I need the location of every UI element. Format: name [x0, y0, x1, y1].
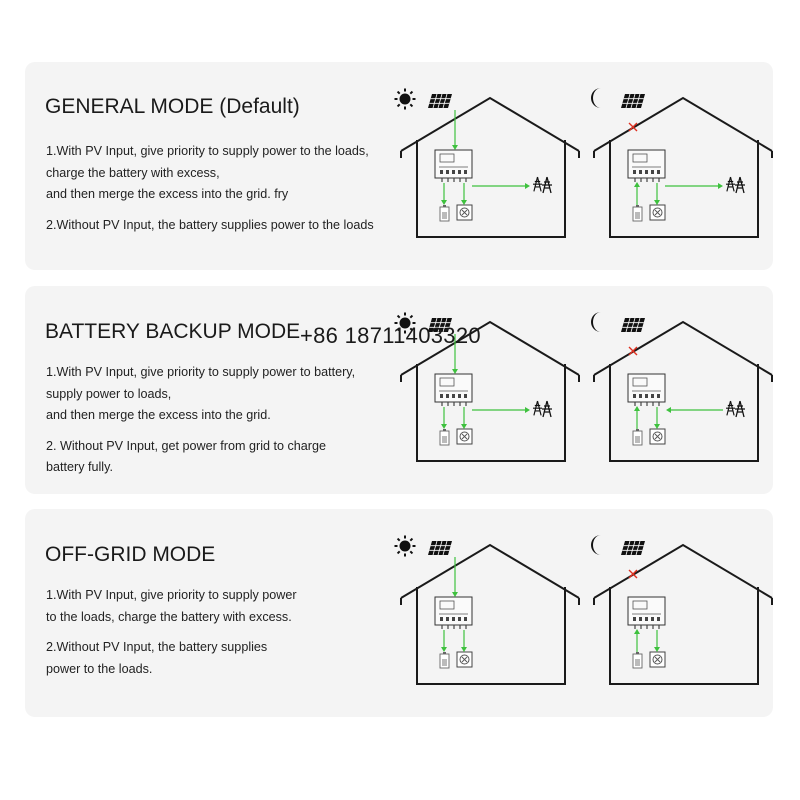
house-roof — [594, 545, 772, 598]
solar-panel-icon — [428, 94, 452, 108]
mode-description — [46, 141, 396, 245]
inverter-icon — [435, 150, 472, 182]
flow-arrowhead — [452, 592, 458, 597]
battery-icon — [633, 652, 642, 668]
mode-title: OFF-GRID MODE — [45, 543, 216, 566]
grid-tower-icon — [735, 177, 745, 193]
moon-icon — [591, 312, 601, 332]
description-line: 2.Without PV Input, the battery supplies power to the loads — [46, 217, 374, 232]
grid-tower-icon — [533, 401, 542, 415]
grid-tower-icon — [726, 401, 735, 415]
grid-towers — [533, 401, 552, 417]
flow-arrowhead — [718, 183, 723, 189]
night-house-diagram — [578, 82, 778, 242]
solar-panel-icon — [621, 94, 645, 108]
battery-icon — [633, 205, 642, 221]
grid-tower-icon — [542, 401, 552, 417]
house-roof — [401, 98, 579, 151]
flow-arrowhead — [441, 647, 447, 652]
flow-arrowhead — [441, 424, 447, 429]
sun-icon — [395, 536, 416, 557]
flow-arrowhead — [525, 407, 530, 413]
grid-towers — [533, 177, 552, 193]
inverter-icon — [628, 374, 665, 406]
battery-icon — [440, 205, 449, 221]
load-icon — [457, 429, 472, 444]
inverter-icon — [628, 150, 665, 182]
flow-arrowhead — [461, 200, 467, 205]
load-icon — [457, 205, 472, 220]
flow-arrowhead — [452, 369, 458, 374]
flow-arrowhead — [654, 647, 660, 652]
mode-description — [46, 362, 396, 488]
flow-arrowhead — [654, 200, 660, 205]
flow-arrowhead — [461, 647, 467, 652]
load-icon — [650, 652, 665, 667]
house-roof — [594, 322, 772, 375]
house-roof — [401, 545, 579, 598]
flow-arrowhead — [452, 145, 458, 150]
night-house-diagram — [578, 306, 778, 466]
grid-tower-icon — [533, 177, 542, 191]
sun-icon — [395, 89, 416, 110]
inverter-icon — [435, 374, 472, 406]
flow-arrowhead — [634, 182, 640, 187]
watermark-phone: +86 18711403320 — [300, 323, 481, 348]
description-line: 2.Without PV Input, the battery supplies power to the loads. — [46, 640, 268, 676]
load-icon — [650, 205, 665, 220]
solar-panel-icon — [428, 541, 452, 555]
mode-title: GENERAL MODE (Default) — [45, 95, 300, 118]
mode-description — [46, 585, 396, 689]
solar-panel-icon — [621, 541, 645, 555]
flow-arrowhead — [634, 406, 640, 411]
battery-icon — [440, 429, 449, 445]
moon-icon — [591, 535, 601, 555]
battery-icon — [440, 652, 449, 668]
load-icon — [457, 652, 472, 667]
grid-tower-icon — [542, 177, 552, 193]
mode-title: BATTERY BACKUP MODE — [45, 320, 301, 343]
house-roof — [594, 98, 772, 151]
night-house-diagram — [578, 529, 778, 689]
flow-arrowhead — [634, 629, 640, 634]
flow-arrowhead — [525, 183, 530, 189]
day-house-diagram — [385, 82, 585, 242]
flow-arrowhead — [654, 424, 660, 429]
load-icon — [650, 429, 665, 444]
grid-tower-icon — [735, 401, 745, 417]
grid-towers — [726, 401, 745, 417]
description-line: 2. Without PV Input, get power from grid to charge battery fully. — [46, 438, 327, 474]
description-line: 1.With PV Input, give priority to supply power to battery, supply power to loads, and then merge the excess into the grid. — [46, 365, 356, 422]
battery-icon — [633, 429, 642, 445]
grid-tower-icon — [726, 177, 735, 191]
description-line: 1.With PV Input, give priority to supply power to the loads, charge the battery with excess. — [46, 588, 297, 624]
flow-arrowhead — [666, 407, 671, 413]
inverter-icon — [435, 597, 472, 629]
inverter-icon — [628, 597, 665, 629]
day-house-diagram — [385, 529, 585, 689]
flow-arrowhead — [441, 200, 447, 205]
grid-towers — [726, 177, 745, 193]
moon-icon — [591, 88, 601, 108]
flow-arrowhead — [461, 424, 467, 429]
solar-panel-icon — [621, 318, 645, 332]
description-line: 1.With PV Input, give priority to supply power to the loads, charge the battery with excess, and then merge the excess into the grid. fry — [46, 144, 369, 201]
